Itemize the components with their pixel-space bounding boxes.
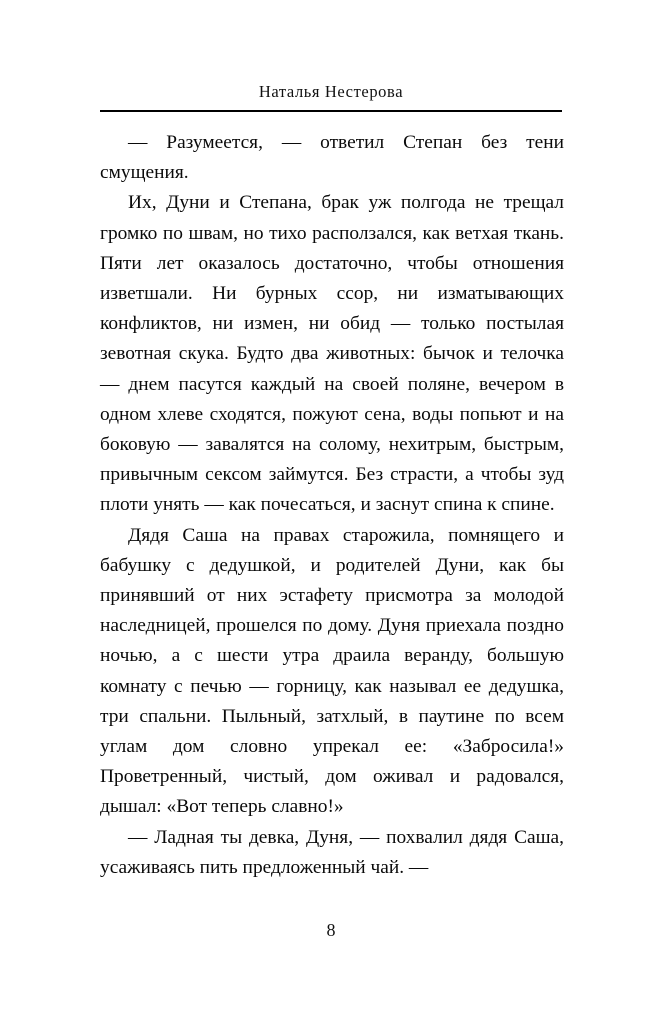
header-divider — [100, 110, 562, 112]
header-author-name: Наталья Нестерова — [258, 82, 404, 101]
paragraph-3: Дядя Саша на правах старожила, помнящего и бабушку с дедушкой, и родителей Дуни, как бы принявший от них эстафету присмотра за молодой наследницей, прошелся по дому. Дуня приехала поздно ночью, а с шести утра драила веранду, большую комнату с печью — горницу, как называл ее дедушка, три спальни. Пыльный, затхлый, в паутине по всем углам дом словно упрекал ее: «Забросила!» Проветренный, чистый, дом оживал и радовался, дышал: «Вот теперь славно!» — [100, 524, 564, 818]
paragraph-2: Их, Дуни и Степана, брак уж полгода не трещал громко по швам, но тихо расползался, как ветхая ткань. Пяти лет оказалось достаточно, чтобы отношения изветшали. Ни бурных ссор, ни изматывающих конфликтов, ни измен, ни обид — только постылая зевотная скука. Будто два животных: бычок и телочка — днем пасутся каждый на своей поляне, вечером в одном хлеве сходятся, пожуют сена, воды попьют и на боковую — завалятся на солому, нехитрым, быстрым, привычным сексом займутся. Без страсти, а чтобы зуд плоти унять — как почесаться, и заснут спина к спине. — [100, 192, 564, 516]
page-footer — [0, 920, 662, 941]
paragraph-4: — Ладная ты девка, Дуня, — похвалил дядя Саша, усаживаясь пить предложенный чай. — — [100, 826, 564, 878]
paragraph-1: — Разумеется, — ответил Степан без тени смущения. — [100, 132, 564, 184]
body-text — [100, 128, 564, 883]
page-header — [100, 82, 562, 102]
page-number: 8 — [326, 920, 336, 940]
